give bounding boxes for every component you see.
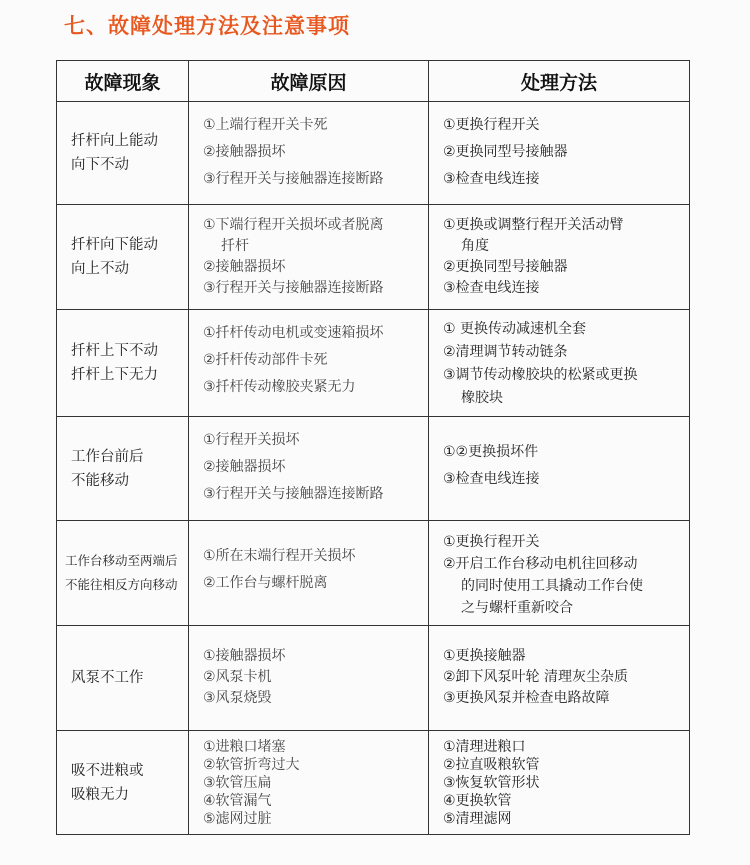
cause-cell [189, 626, 429, 731]
symptom-cell [57, 417, 189, 521]
table-row [57, 731, 690, 835]
table-row [57, 417, 690, 521]
solution-line: ②拉直吸粮软管 [443, 757, 540, 773]
symptom-line: 工作台前后 [71, 448, 144, 465]
solution-line: ②开启工作台移动电机往回移动 [443, 556, 638, 572]
solution-cell [429, 521, 690, 626]
table-row [57, 521, 690, 626]
cause-line: ①接触器损坏 [203, 648, 286, 664]
cause-line: ③行程开关与接触器连接断路 [203, 280, 384, 296]
symptom-line: 扦杆向上能动 [71, 133, 158, 149]
cause-line: ②工作台与螺杆脱离 [203, 575, 328, 591]
solution-line: ②清理调节转动链条 [443, 344, 568, 360]
solution-cell [429, 310, 690, 417]
solution-line: 角度 [461, 238, 489, 254]
symptom-line: 风泵不工作 [71, 670, 144, 686]
symptom-line: 吸不进粮或 [71, 762, 144, 779]
cause-line: ⑤滤网过脏 [203, 811, 272, 827]
cause-line: ②风泵卡机 [203, 669, 272, 685]
cause-line: ①进粮口堵塞 [203, 739, 286, 755]
header-solution: 处理方法 [429, 61, 690, 102]
symptom-line: 扦杆上下无力 [71, 367, 158, 383]
solution-cell [429, 205, 690, 310]
symptom-line: 不能往相反方向移动 [65, 577, 178, 592]
cause-line: ②软管折弯过大 [203, 757, 300, 773]
solution-line: ①更换行程开关 [443, 534, 540, 550]
table-row [57, 626, 690, 731]
solution-cell [429, 731, 690, 835]
cause-line: ③风泵烧毁 [203, 690, 272, 706]
symptom-line: 向上不动 [71, 261, 129, 277]
table-row [57, 310, 690, 417]
cause-line: ②接触器损坏 [203, 259, 286, 275]
cause-line: ②接触器损坏 [203, 144, 286, 160]
solution-line: ③检查电线连接 [443, 280, 540, 296]
symptom-line: 扦杆上下不动 [71, 343, 158, 359]
symptom-cell [57, 521, 189, 626]
solution-cell [429, 626, 690, 731]
cause-line: ①下端行程开关损坏或者脱离 [203, 217, 384, 233]
solution-line: ①更换行程开关 [443, 117, 540, 133]
solution-line: ①更换或调整行程开关活动臂 [443, 217, 624, 233]
cause-line: ①扦杆传动电机或变速箱损坏 [203, 325, 384, 341]
cause-line: 扦杆 [221, 238, 249, 254]
solution-cell [429, 417, 690, 521]
cause-line: ③软管压扁 [203, 775, 272, 791]
cause-cell [189, 417, 429, 521]
cause-line: ①行程开关损坏 [203, 432, 300, 448]
header-symptom: 故障现象 [57, 61, 189, 102]
solution-line: ①清理进粮口 [443, 739, 526, 755]
solution-line: ①②更换损坏件 [443, 444, 539, 460]
solution-line: ②更换同型号接触器 [443, 144, 568, 160]
solution-line: ③恢复软管形状 [443, 775, 540, 791]
symptom-line: 不能移动 [71, 472, 129, 489]
cause-line: ①上端行程开关卡死 [203, 117, 328, 133]
solution-cell [429, 102, 690, 205]
troubleshooting-table [56, 60, 690, 835]
solution-line: ⑤清理滤网 [443, 811, 512, 827]
symptom-cell [57, 731, 189, 835]
solution-line: ③调节传动橡胶块的松紧或更换 [443, 367, 638, 383]
solution-line: ③更换风泵并检查电路故障 [443, 690, 610, 706]
header-cause: 故障原因 [189, 61, 429, 102]
cause-line: ②扦杆传动部件卡死 [203, 352, 328, 368]
cause-line: ③扦杆传动橡胶夹紧无力 [203, 379, 356, 395]
solution-line: ① 更换传动减速机全套 [443, 321, 587, 337]
symptom-cell [57, 626, 189, 731]
cause-line: ①所在末端行程开关损坏 [203, 548, 356, 564]
table-row [57, 205, 690, 310]
symptom-line: 扦杆向下能动 [71, 237, 158, 253]
symptom-line: 吸粮无力 [71, 786, 129, 803]
symptom-line: 工作台移动至两端后 [65, 553, 178, 568]
solution-line: 的同时使用工具撬动工作台使 [461, 578, 643, 594]
solution-line: ②更换同型号接触器 [443, 259, 568, 275]
cause-line: ③行程开关与接触器连接断路 [203, 486, 384, 502]
solution-line: ③检查电线连接 [443, 471, 540, 487]
symptom-cell [57, 205, 189, 310]
cause-line: ④软管漏气 [203, 793, 272, 809]
section-title: 七、故障处理方法及注意事项 [64, 14, 350, 38]
cause-cell [189, 205, 429, 310]
solution-line: ②卸下风泵叶轮 清理灰尘杂质 [443, 669, 629, 685]
cause-cell [189, 731, 429, 835]
cause-cell [189, 310, 429, 417]
solution-line: ④更换软管 [443, 793, 512, 809]
solution-line: 橡胶块 [461, 390, 503, 406]
table-row [57, 102, 690, 205]
cause-line: ②接触器损坏 [203, 459, 286, 475]
cause-line: ③行程开关与接触器连接断路 [203, 171, 384, 187]
symptom-cell [57, 102, 189, 205]
symptom-cell [57, 310, 189, 417]
solution-line: 之与螺杆重新咬合 [461, 600, 573, 616]
table-header-row [57, 61, 690, 102]
solution-line: ①更换接触器 [443, 648, 526, 664]
symptom-line: 向下不动 [71, 157, 129, 173]
solution-line: ③检查电线连接 [443, 171, 540, 187]
cause-cell [189, 521, 429, 626]
cause-cell [189, 102, 429, 205]
